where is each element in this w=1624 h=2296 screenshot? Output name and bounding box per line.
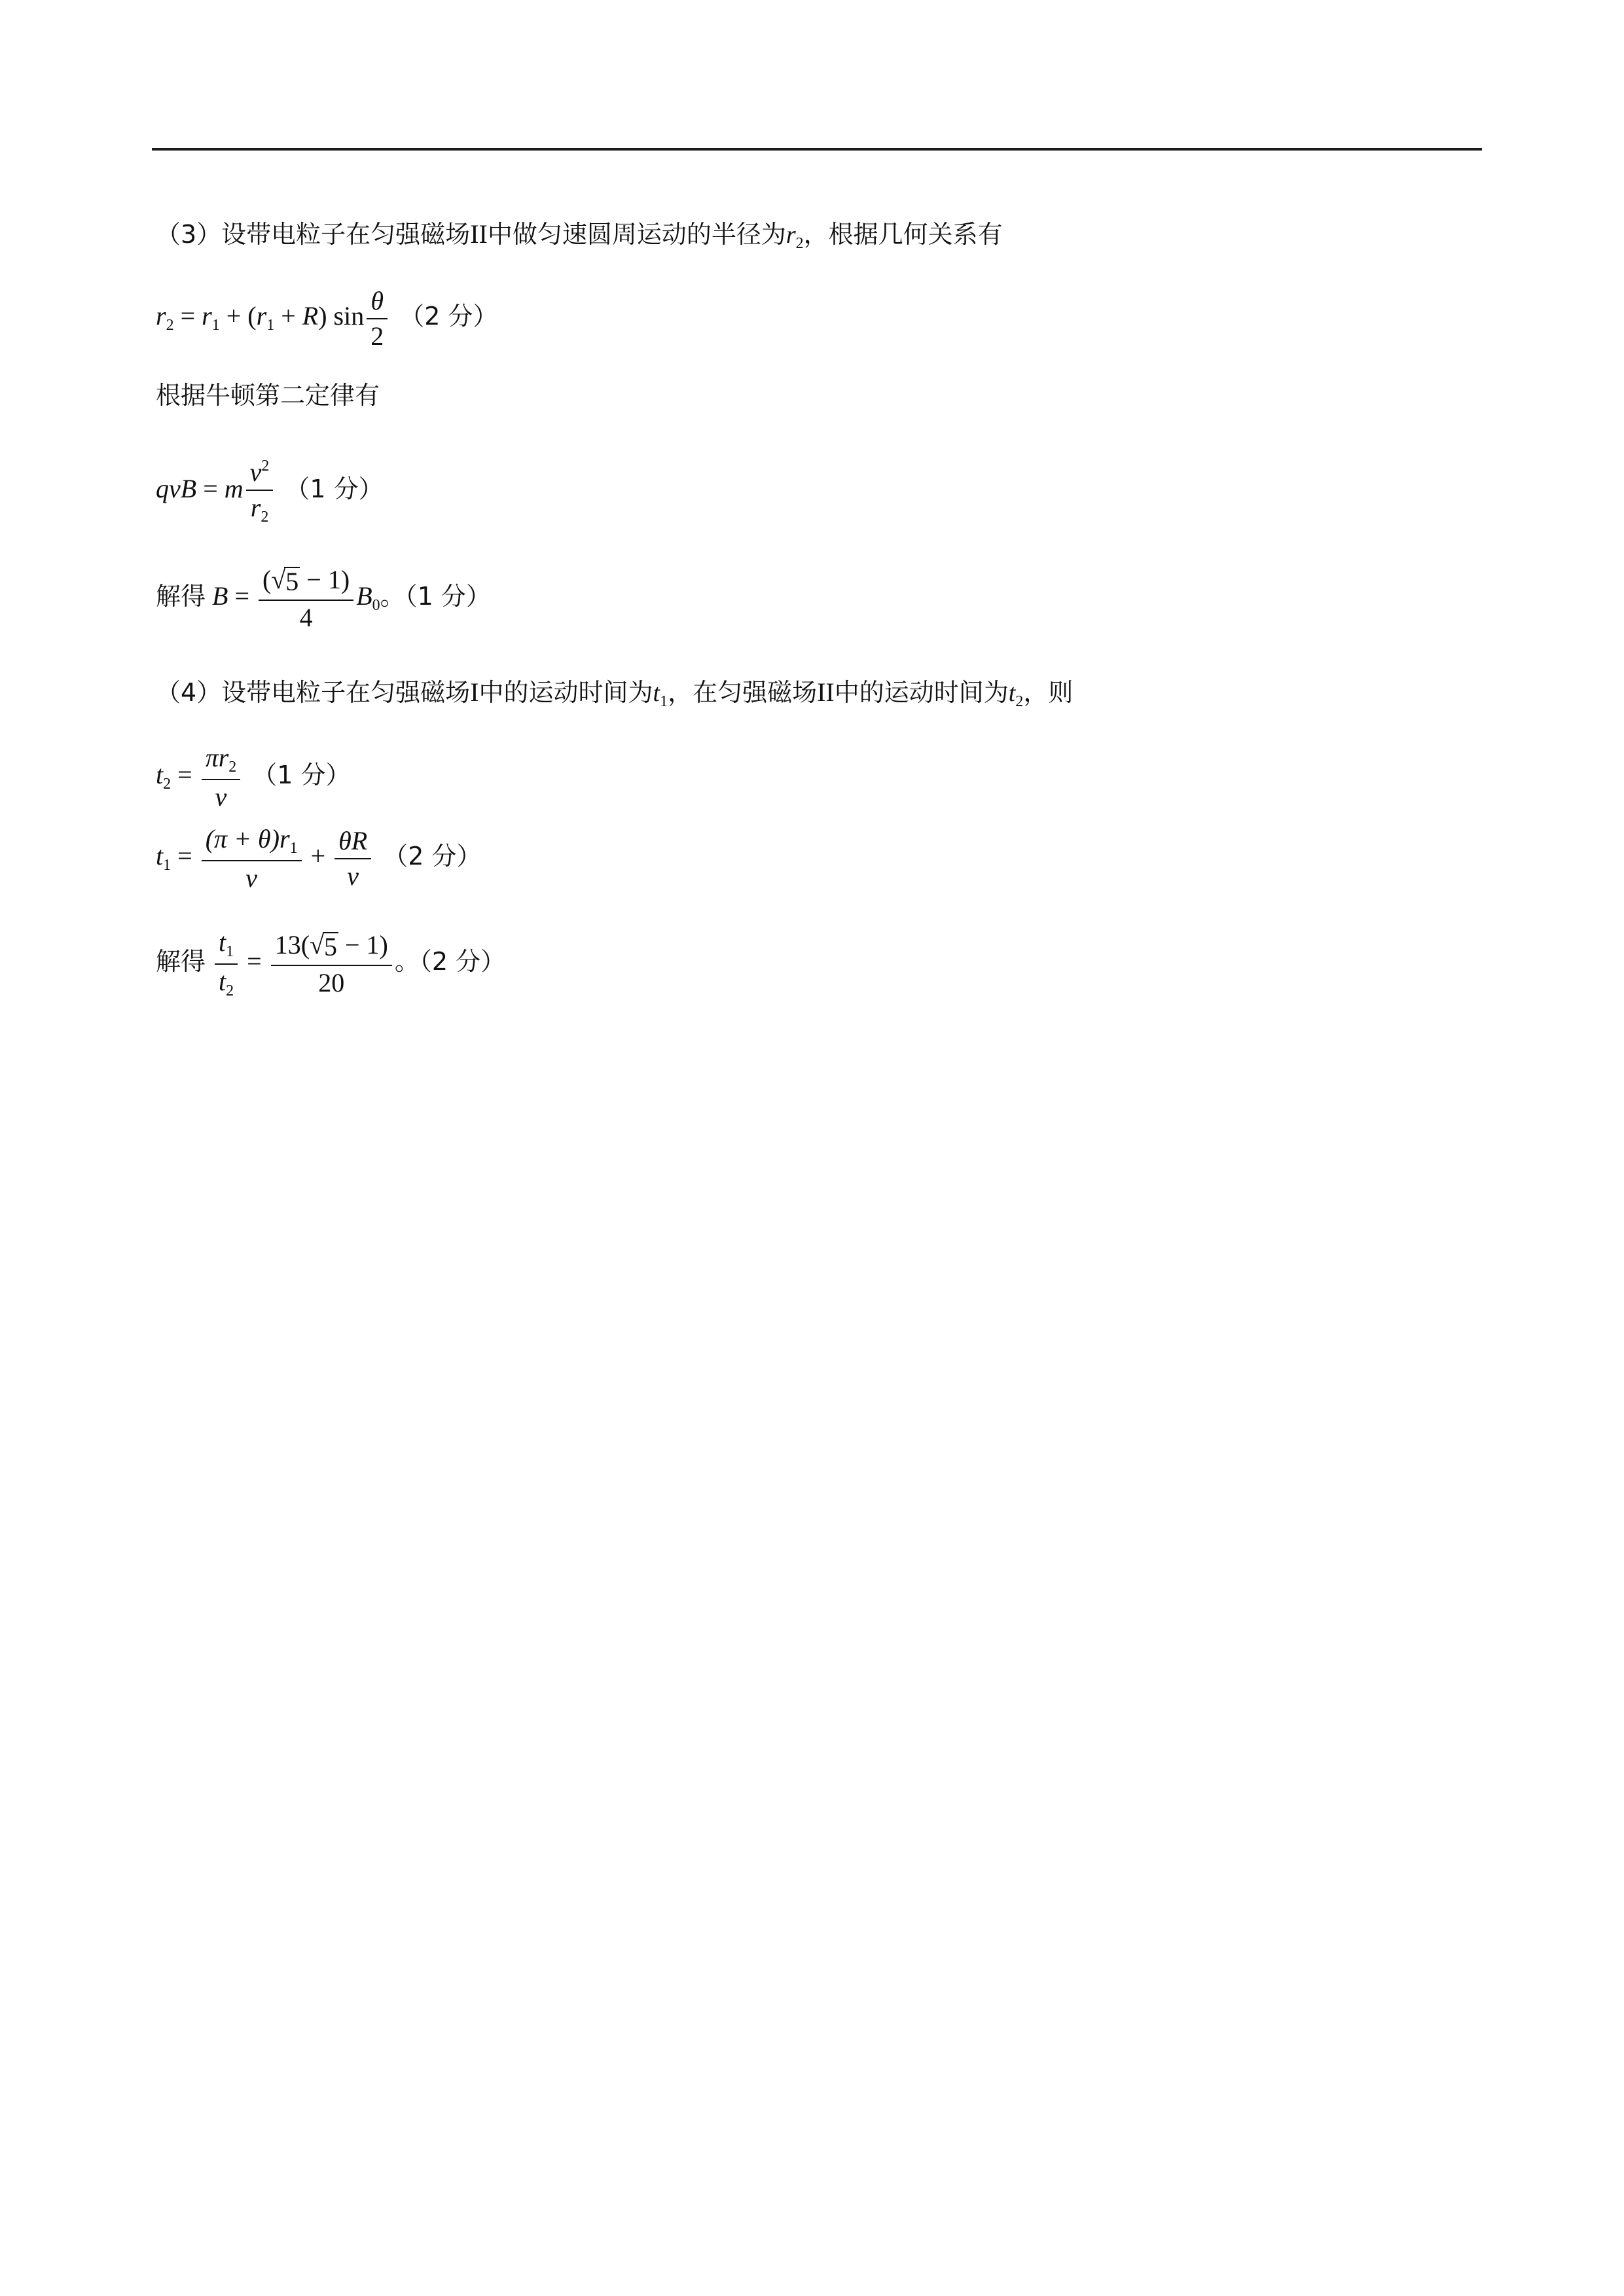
field-ii-label: II xyxy=(817,677,835,707)
equation-t2: $t_2$ = $\frac{\pi r_2}{v}$ （1 分） xyxy=(156,743,351,812)
part3-intro: （3）设带电粒子在匀强磁场II中做匀速圆周运动的半径为$r_2$，根据几何关系有 xyxy=(156,219,1003,252)
header-rule xyxy=(152,148,1482,151)
equation-t1: $t_1$ = $\frac{(\pi + \theta)r_1}{v}$ + $\frac{\theta R}{v}$ （2 分） xyxy=(156,824,482,893)
solve-label: 解得 xyxy=(156,582,206,611)
part4-intro-mid3: 中的运动时间为 xyxy=(834,678,1009,707)
score-badge: （1 分） xyxy=(252,761,351,790)
score-badge: （2 分） xyxy=(399,302,498,331)
equation-r2: $r_2 = r_1 + (r_1 + R)$ sin $\frac{\theta}{2}$ （2 分） xyxy=(156,286,498,351)
equation-b-solution: 解得 B = (√ 5 − 1) 4 $B_0$。（1 分） xyxy=(156,565,491,632)
part4-intro-text: （4）设带电粒子在匀强磁场 xyxy=(156,678,471,707)
score-badge: （2 分） xyxy=(383,842,482,871)
part3-intro-end: ，根据几何关系有 xyxy=(803,220,1003,249)
score-badge: 。（2 分） xyxy=(394,947,506,977)
newton-law-text: 根据牛顿第二定律有 xyxy=(156,381,380,410)
part3-intro-mid: 中做匀速圆周运动的半径为 xyxy=(487,220,786,249)
field-ii-label: II xyxy=(470,219,488,249)
score-badge: 。（1 分） xyxy=(380,582,491,611)
part4-intro-mid2: ，在匀强磁场 xyxy=(668,678,818,707)
equation-lorentz: qvB = m $\frac{v^2}{r_2}$ （1 分） xyxy=(156,457,384,526)
score-badge: （1 分） xyxy=(285,475,384,504)
part3-intro-text: （3）设带电粒子在匀强磁场 xyxy=(156,220,471,249)
part4-intro-mid: 中的运动时间为 xyxy=(478,678,653,707)
field-i-label: I xyxy=(470,677,479,707)
part4-intro: （4）设带电粒子在匀强磁场I中的运动时间为$t_1$，在匀强磁场II中的运动时间为$t_2$，则 xyxy=(156,677,1074,710)
solve-label: 解得 xyxy=(156,947,206,977)
part4-intro-end: ，则 xyxy=(1023,678,1074,707)
equation-time-ratio: 解得 $\frac{t_1}{t_2}$ = 13(√ 5 − 1) 20 。（2 分） xyxy=(156,927,506,999)
